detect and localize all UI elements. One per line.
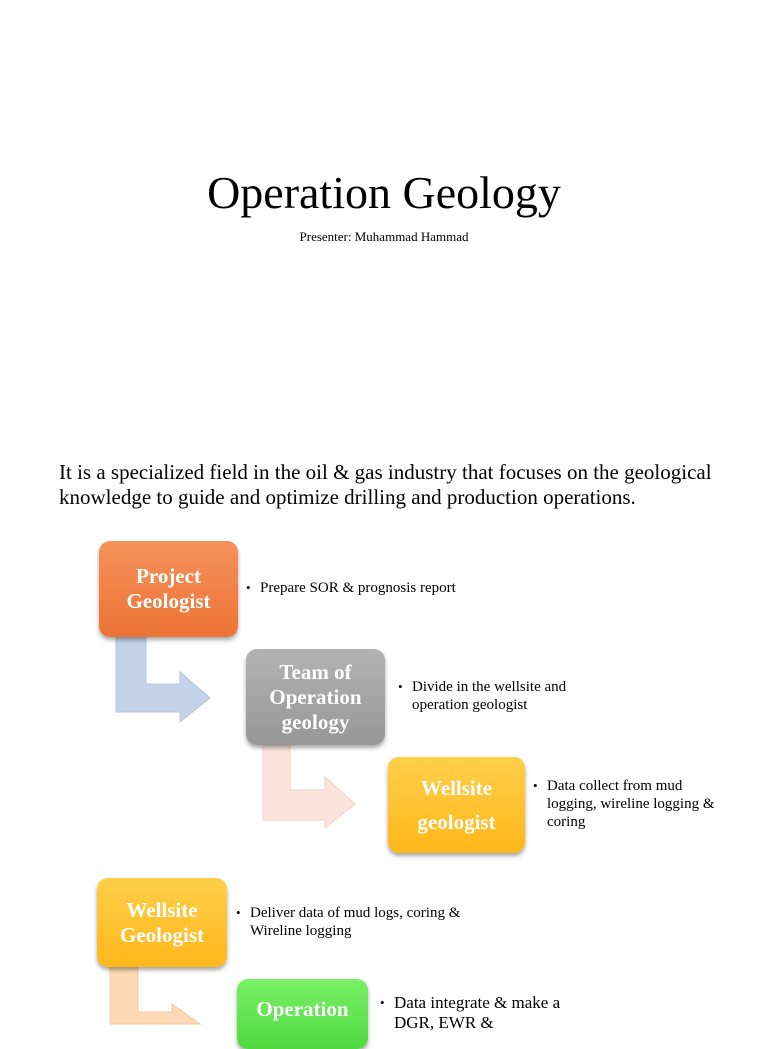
bullet-dot-icon: • xyxy=(246,580,251,595)
bullet-dot-icon: • xyxy=(533,778,538,793)
bullet-text: Deliver data of mud logs, coring & Wireline logging xyxy=(250,905,461,939)
operation-bullet xyxy=(380,993,594,1033)
bullet-text: Divide in the wellsite and operation geologist xyxy=(412,679,567,713)
team-operation-geology-label: Team of Operation geology xyxy=(269,659,362,734)
wellsite-deliver-bullet xyxy=(236,904,490,940)
bullet-dot-icon: • xyxy=(236,905,241,920)
bullet-text: Data integrate & make a DGR, EWR & xyxy=(394,993,561,1032)
wellsite-geologist-bullet xyxy=(533,777,727,831)
intro-paragraph: It is a specialized field in the oil & gas industry that focuses on the geological knowledge to guide and optimize drilling and production operations. xyxy=(59,460,712,509)
team-operation-geology-bullet xyxy=(398,678,612,714)
wellsite-geologist-label-2: Wellsite Geologist xyxy=(120,897,204,947)
operation-label: Operation xyxy=(256,997,349,1021)
slide-title: Operation Geology xyxy=(207,167,561,218)
wellsite-geologist-label: Wellsite geologist xyxy=(417,776,496,834)
project-geologist-label: Project Geologist xyxy=(126,564,211,613)
bullet-text: Prepare SOR & prognosis report xyxy=(260,580,456,596)
bullet-dot-icon: • xyxy=(380,995,385,1010)
wellsite-geologist-box xyxy=(388,757,525,853)
bullet-dot-icon: • xyxy=(398,679,403,694)
operation-box xyxy=(237,979,368,1049)
wellsite-geologist-box-2 xyxy=(97,878,227,967)
slide-subtitle: Presenter: Muhammad Hammad xyxy=(299,229,469,244)
project-geologist-box xyxy=(99,541,238,637)
team-operation-geology-box xyxy=(246,649,385,745)
project-geologist-bullet xyxy=(246,579,520,597)
bullet-text: Data collect from mud logging, wireline logging & coring xyxy=(547,778,715,830)
